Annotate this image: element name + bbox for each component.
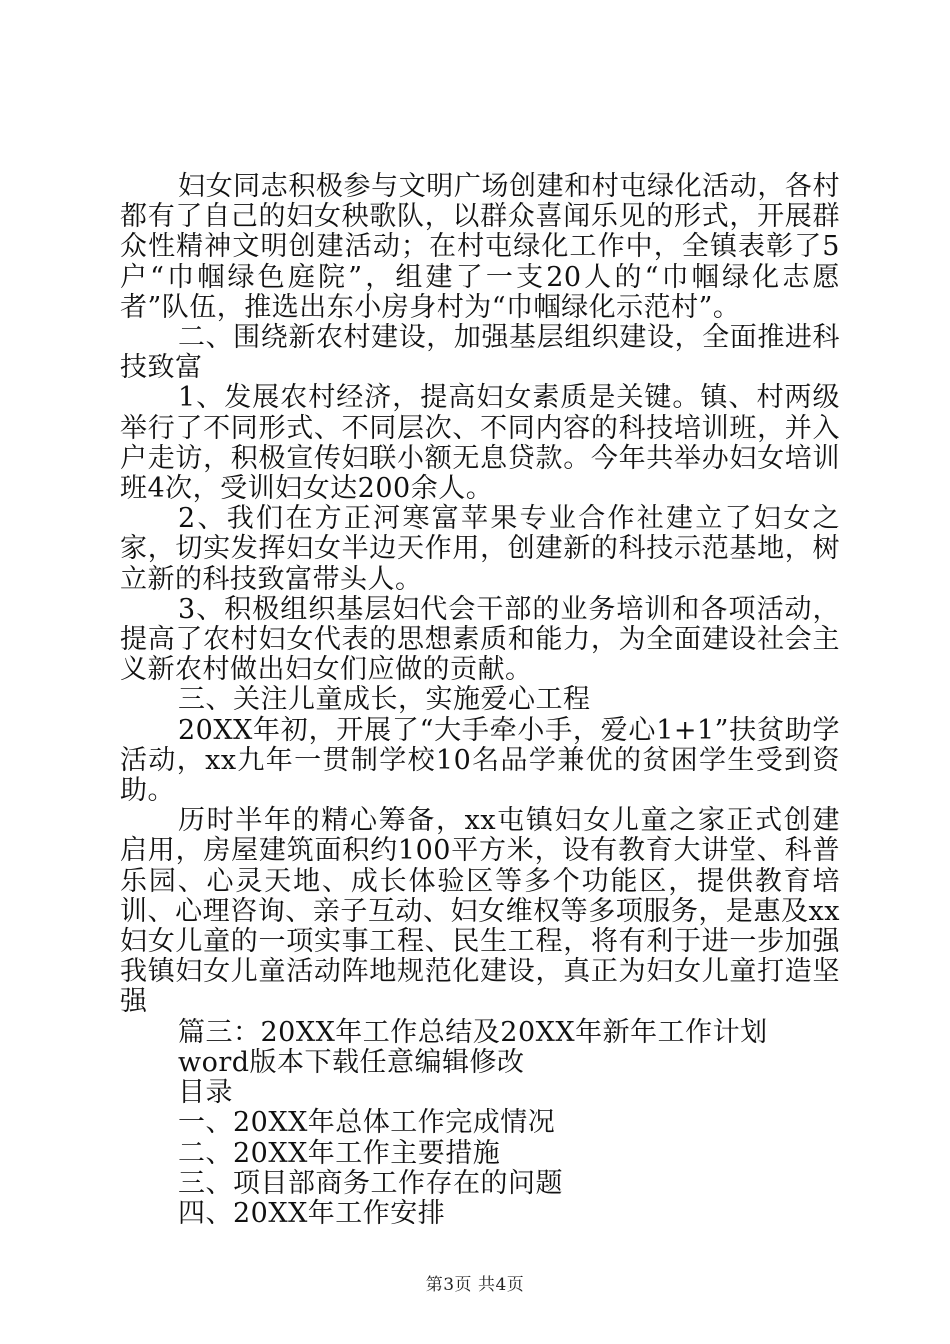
table-of-contents [120,1108,840,1229]
paragraph-greening: 妇女同志积极参与文明广场创建和村屯绿化活动，各村都有了自己的妇女秧歌队，以群众喜闻乐见的形式，开展群众性精神文明创建活动；在村屯绿化工作中，全镇表彰了5户“巾帼绿色庭院”，组建了一支20人的“巾帼绿化志愿者”队伍，推选出东小房身村为“巾帼绿化示范村”。 [120,171,840,323]
toc-item: 三、项目部商务工作存在的问题 [178,1167,563,1199]
edit-note: word版本下载任意编辑修改 [178,1046,525,1078]
page-number-footer: 第3页 共4页 [425,1275,525,1295]
section-title: 篇三：20XX年工作总结及20XX年新年工作计划 [178,1016,768,1048]
paragraph-children-home: 历时半年的精心筹备，xx屯镇妇女儿童之家正式创建启用，房屋建筑面积约100平方米，设有教育大讲堂、科普乐园、心灵天地、成长体验区等多个功能区，提供教育培训、心理咨询、亲子互动、妇女维权等多项服务，是惠及xx妇女儿童的一项实事工程、民生工程，将有利于进一步加强我镇妇女儿童活动阵地规范化建设，真正为妇女儿童打造坚强 [120,805,840,1018]
document-body [120,172,840,1229]
paragraph-item-1: 1、发展农村经济，提高妇女素质是关键。镇、村两级举行了不同形式、不同层次、不同内容的科技培训班，并入户走访，积极宣传妇联小额无息贷款。今年共举办妇女培训班4次，受训妇女达200余人。 [120,382,840,505]
heading-rural-construction: 二、围绕新农村建设，加强基层组织建设，全面推进科技致富 [120,322,840,384]
paragraph-poverty-aid: 20XX年初，开展了“大手牵小手，爱心1+1”扶贫助学活动，xx九年一贯制学校10名品学兼优的贫困学生受到资助。 [120,714,840,807]
paragraph-item-2: 2、我们在方正河寒富苹果专业合作社建立了妇女之家，切实发挥妇女半边天作用，创建新的科技示范基地，树立新的科技致富带头人。 [120,503,840,595]
paragraph-item-3: 3、积极组织基层妇代会干部的业务培训和各项活动，提高了农村妇女代表的思想素质和能力，为全面建设社会主义新农村做出妇女们应做的贡献。 [120,593,840,686]
toc-item: 二、20XX年工作主要措施 [178,1137,501,1169]
heading-child-care: 三、关注儿童成长，实施爱心工程 [178,684,591,716]
toc-item: 四、20XX年工作安排 [178,1197,446,1229]
toc-item: 一、20XX年总体工作完成情况 [178,1107,556,1139]
toc-title: 目录 [178,1077,233,1109]
